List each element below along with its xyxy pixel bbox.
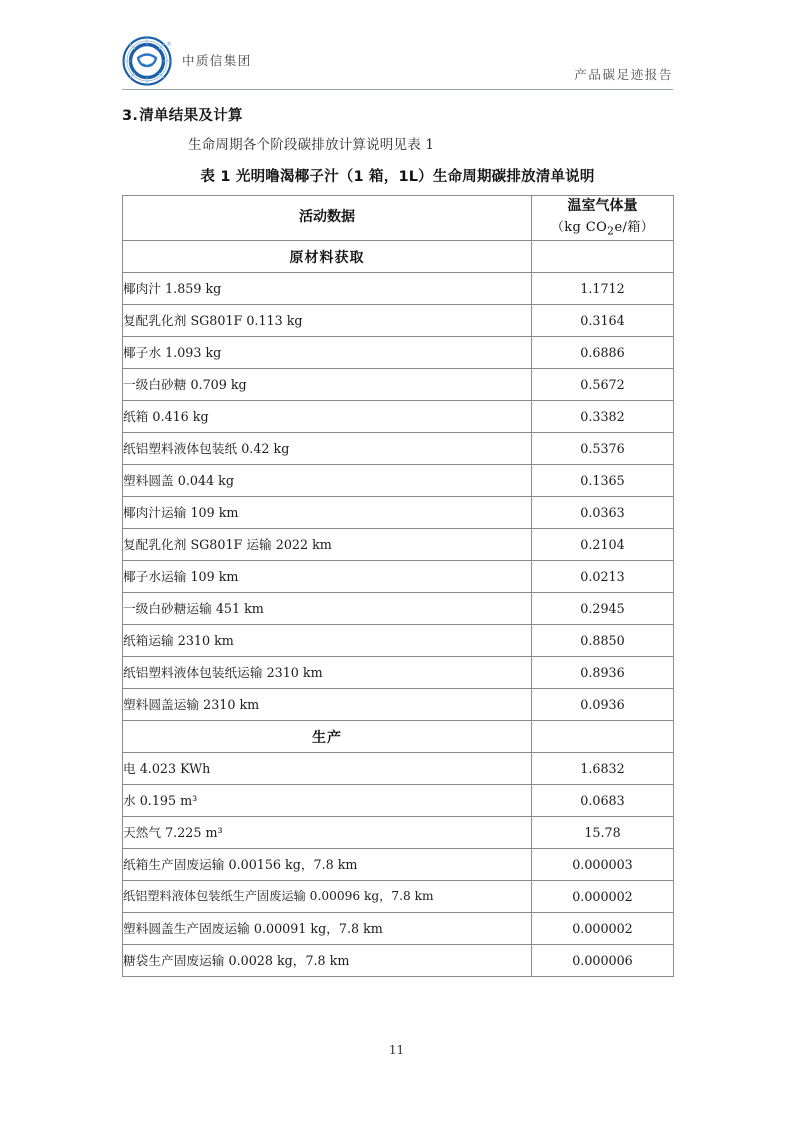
- ghg-value-cell: 0.3164: [532, 305, 674, 337]
- table-row: [123, 849, 674, 881]
- table-row: [123, 273, 674, 305]
- activity-cell: 纸箱生产固废运输 0.00156 kg，7.8 km: [123, 849, 532, 881]
- ghg-value-cell: 0.0936: [532, 689, 674, 721]
- table-row: [123, 657, 674, 689]
- group-value-empty: [532, 721, 674, 753]
- brand-block: [122, 36, 252, 86]
- activity-cell: 纸铝塑料液体包装纸生产固废运输 0.00096 kg，7.8 km: [123, 881, 532, 913]
- activity-cell: 一级白砂糖 0.709 kg: [123, 369, 532, 401]
- table-row: [123, 433, 674, 465]
- brand-name-label: 中质信集团: [182, 53, 252, 68]
- table-header-row: [123, 196, 674, 241]
- section-title: 清单结果及计算: [139, 108, 243, 124]
- ghg-value-cell: 0.000002: [532, 881, 674, 913]
- ghg-value-cell: 1.6832: [532, 753, 674, 785]
- table-caption: 表 1 光明噜渴椰子汁（1 箱，1L）生命周期碳排放清单说明: [200, 169, 595, 185]
- column-header-ghg-label: 温室气体量: [567, 198, 638, 214]
- table-row: [123, 369, 674, 401]
- activity-cell: 塑料圆盖生产固废运输 0.00091 kg，7.8 km: [123, 913, 532, 945]
- ghg-value-cell: 0.6886: [532, 337, 674, 369]
- activity-cell: 纸箱 0.416 kg: [123, 401, 532, 433]
- table-row: [123, 593, 674, 625]
- table-row: [123, 785, 674, 817]
- ghg-value-cell: 0.000002: [532, 913, 674, 945]
- table-group-row: [123, 241, 674, 273]
- page-content: [122, 104, 673, 977]
- activity-cell: 塑料圆盖运输 2310 km: [123, 689, 532, 721]
- table-row: [123, 305, 674, 337]
- table-row: [123, 465, 674, 497]
- column-header-ghg-unit: （kg $CO_2e/$箱）: [550, 219, 655, 238]
- activity-cell: 纸铝塑料液体包装纸运输 2310 km: [123, 657, 532, 689]
- ghg-value-cell: 0.0363: [532, 497, 674, 529]
- table-row: [123, 497, 674, 529]
- activity-cell: 糖袋生产固废运输 0.0028 kg，7.8 km: [123, 945, 532, 977]
- table-row: [123, 881, 674, 913]
- group-label: 生产: [123, 721, 532, 753]
- ghg-value-cell: 0.0683: [532, 785, 674, 817]
- document-title-label: 产品碳足迹报告: [574, 67, 673, 82]
- company-seal-logo-icon: [122, 36, 174, 86]
- table-row: [123, 625, 674, 657]
- ghg-value-cell: 1.1712: [532, 273, 674, 305]
- ghg-value-cell: 0.5376: [532, 433, 674, 465]
- table-row: [123, 753, 674, 785]
- column-header-ghg: [532, 196, 674, 241]
- activity-cell: 塑料圆盖 0.044 kg: [123, 465, 532, 497]
- table-row: [123, 337, 674, 369]
- activity-cell: 纸箱运输 2310 km: [123, 625, 532, 657]
- activity-cell: 椰肉汁 1.859 kg: [123, 273, 532, 305]
- inventory-table: [122, 195, 674, 977]
- section-number: 3.: [122, 108, 139, 124]
- ghg-value-cell: 15.78: [532, 817, 674, 849]
- activity-cell: 复配乳化剂 SG801F 0.113 kg: [123, 305, 532, 337]
- ghg-value-cell: 0.8936: [532, 657, 674, 689]
- header-divider: [122, 89, 673, 90]
- ghg-value-cell: 0.3382: [532, 401, 674, 433]
- intro-paragraph: 生命周期各个阶段碳排放计算说明见表 1: [188, 137, 435, 153]
- table-row: [123, 945, 674, 977]
- table-row: [123, 689, 674, 721]
- page-number: 11: [388, 1043, 405, 1057]
- ghg-value-cell: 0.5672: [532, 369, 674, 401]
- ghg-value-cell: 0.000006: [532, 945, 674, 977]
- activity-cell: 天然气 7.225 m³: [123, 817, 532, 849]
- inventory-table-body: [123, 196, 674, 977]
- ghg-value-cell: 0.2945: [532, 593, 674, 625]
- table-row: [123, 529, 674, 561]
- activity-cell: 纸铝塑料液体包装纸 0.42 kg: [123, 433, 532, 465]
- section-heading: [122, 104, 673, 125]
- ghg-value-cell: 0.0213: [532, 561, 674, 593]
- ghg-value-cell: 0.2104: [532, 529, 674, 561]
- table-group-row: [123, 721, 674, 753]
- activity-cell: 椰子水 1.093 kg: [123, 337, 532, 369]
- table-row: [123, 817, 674, 849]
- group-label: 原材料获取: [123, 241, 532, 273]
- svg-text:®: ®: [166, 41, 172, 48]
- activity-cell: 复配乳化剂 SG801F 运输 2022 km: [123, 529, 532, 561]
- table-row: [123, 401, 674, 433]
- ghg-value-cell: 0.000003: [532, 849, 674, 881]
- activity-cell: 水 0.195 m³: [123, 785, 532, 817]
- ghg-value-cell: 0.8850: [532, 625, 674, 657]
- group-value-empty: [532, 241, 674, 273]
- table-row: [123, 561, 674, 593]
- activity-cell: 椰子水运输 109 km: [123, 561, 532, 593]
- activity-cell: 一级白砂糖运输 451 km: [123, 593, 532, 625]
- column-header-activity: 活动数据: [123, 196, 532, 241]
- table-row: [123, 913, 674, 945]
- document-running-header: [122, 34, 673, 90]
- ghg-value-cell: 0.1365: [532, 465, 674, 497]
- activity-cell: 椰肉汁运输 109 km: [123, 497, 532, 529]
- activity-cell: 电 4.023 KWh: [123, 753, 532, 785]
